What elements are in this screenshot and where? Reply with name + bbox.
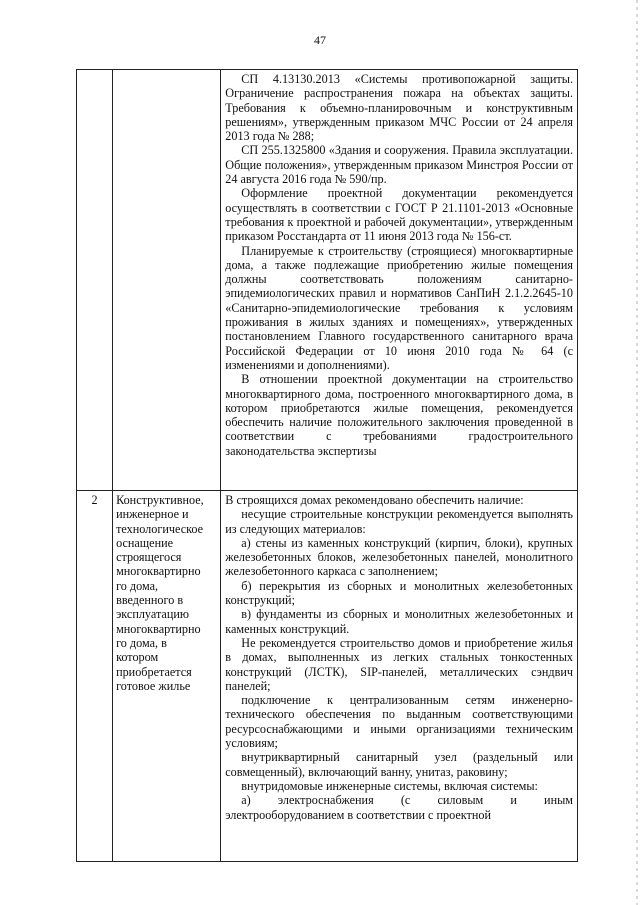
topic-line: приобретается (116, 664, 192, 679)
row-content-body (221, 70, 577, 488)
topic-line: Конструктивное, (116, 493, 204, 507)
row-topic-cell (113, 70, 221, 491)
row-number-cell (77, 70, 113, 491)
paragraph: Оформление проектной документации рекомендуется осуществлять в соответствии с ГОСТ Р 21.1101-2013 «Основные требования к проектной и рабочей документации», утвержденным приказом Росстандарта от 11 июня 2013 года № 156-ст. (225, 186, 573, 244)
paragraph: внутриквартирный санитарный узел (раздельный или совмещенный), включающий ванну, унитаз, раковину; (225, 750, 573, 779)
row-number-cell: 2 (77, 491, 113, 862)
paragraph: несущие строительные конструкции рекомендуется выполнять из следующих материалов: (225, 507, 573, 536)
topic-line: го дома, в (116, 635, 167, 650)
paragraph: В отношении проектной документации на строительство многоквартирного дома, построенного многоквартирного дома, в котором приобретаются жилые помещения, рекомендуется обеспечить наличие положительного заключения проведенной в соответствии с требованиями градостроительного законодательства экспертизы (225, 372, 573, 458)
topic-line: го дома, (116, 578, 159, 593)
table-row (77, 491, 578, 862)
requirements-table (76, 69, 578, 862)
topic-line: технологическое (116, 521, 204, 536)
scan-edge-artifact (636, 0, 638, 905)
paragraph: Планируемые к строительству (строящиеся) многоквартирные дома, а также подлежащие приобретению жилые помещения должны соответствовать положениям санитарно-эпидемиологических правил и нормативов СанПиН 2.1.2.2645-10 «Санитарно-эпидемиологические требования к условиям проживания в жилых зданиях и помещениях», утвержденных постановлением Главного государственного санитарного врача Российской Федерации от 10 июня 2010 года № 64 (с изменениями и дополнениями). (225, 243, 573, 372)
page-number: 47 (314, 33, 326, 47)
paragraph: подключение к централизованным сетям инженерно-технического обеспечения по выданным соответствующими ресурсоснабжающими и иными организациями техническим условиям; (225, 693, 573, 751)
row-topic-cell (113, 491, 221, 862)
paragraph: б) перекрытия из сборных и монолитных железобетонных конструкций; (225, 578, 573, 608)
lead-paragraph: В строящихся домах рекомендовано обеспечить наличие: (225, 493, 524, 507)
topic-line: строящегося (116, 550, 182, 565)
paragraph: а) электроснабжения (с силовым и иным электрооборудованием в соответствии с проектной (225, 793, 573, 822)
topic-line: котором (116, 650, 159, 665)
row-content-body (221, 491, 577, 861)
paragraph: СП 255.1325800 «Здания и сооружения. Правила эксплуатации. Общие положения», утвержденным приказом Минстроя России от 24 августа 2016 года № 590/пр. (225, 143, 573, 187)
paragraph: Не рекомендуется строительство домов и приобретение жилья в домах, выполненных из легких стальных тонкостенных конструкций (ЛСТК), SIP-панелей, металлических сэндвич панелей; (225, 635, 573, 693)
row-content-cell (221, 491, 578, 862)
topic-line: введенного в (116, 593, 184, 608)
paragraph: внутридомовые инженерные системы, включая системы: (241, 778, 538, 793)
topic-line: оснащение (116, 535, 174, 550)
topic-line: готовое жилье (116, 678, 191, 693)
table-row (77, 70, 578, 491)
topic-line: инженерное и (116, 507, 189, 522)
topic-line: многоквартирно (116, 564, 201, 579)
topic-line: многоквартирно (116, 621, 201, 636)
topic-line: эксплуатацию (116, 607, 189, 622)
paragraph: в) фундаменты из сборных и монолитных железобетонных и каменных конструкций. (225, 607, 573, 636)
paragraph: СП 4.13130.2013 «Системы противопожарной защиты. Ограничение распространения пожара на объектах защиты. Требования к объемно-планировочным и конструктивным решениям», утвержденным приказом МЧС России от 24 апреля 2013 года № 288; (225, 72, 573, 144)
paragraph: а) стены из каменных конструкций (кирпич, блоки), крупных железобетонных блоков, железобетонных панелей, монолитного железобетонного каркаса с заполнением; (225, 535, 573, 579)
row-content-cell (221, 70, 578, 491)
